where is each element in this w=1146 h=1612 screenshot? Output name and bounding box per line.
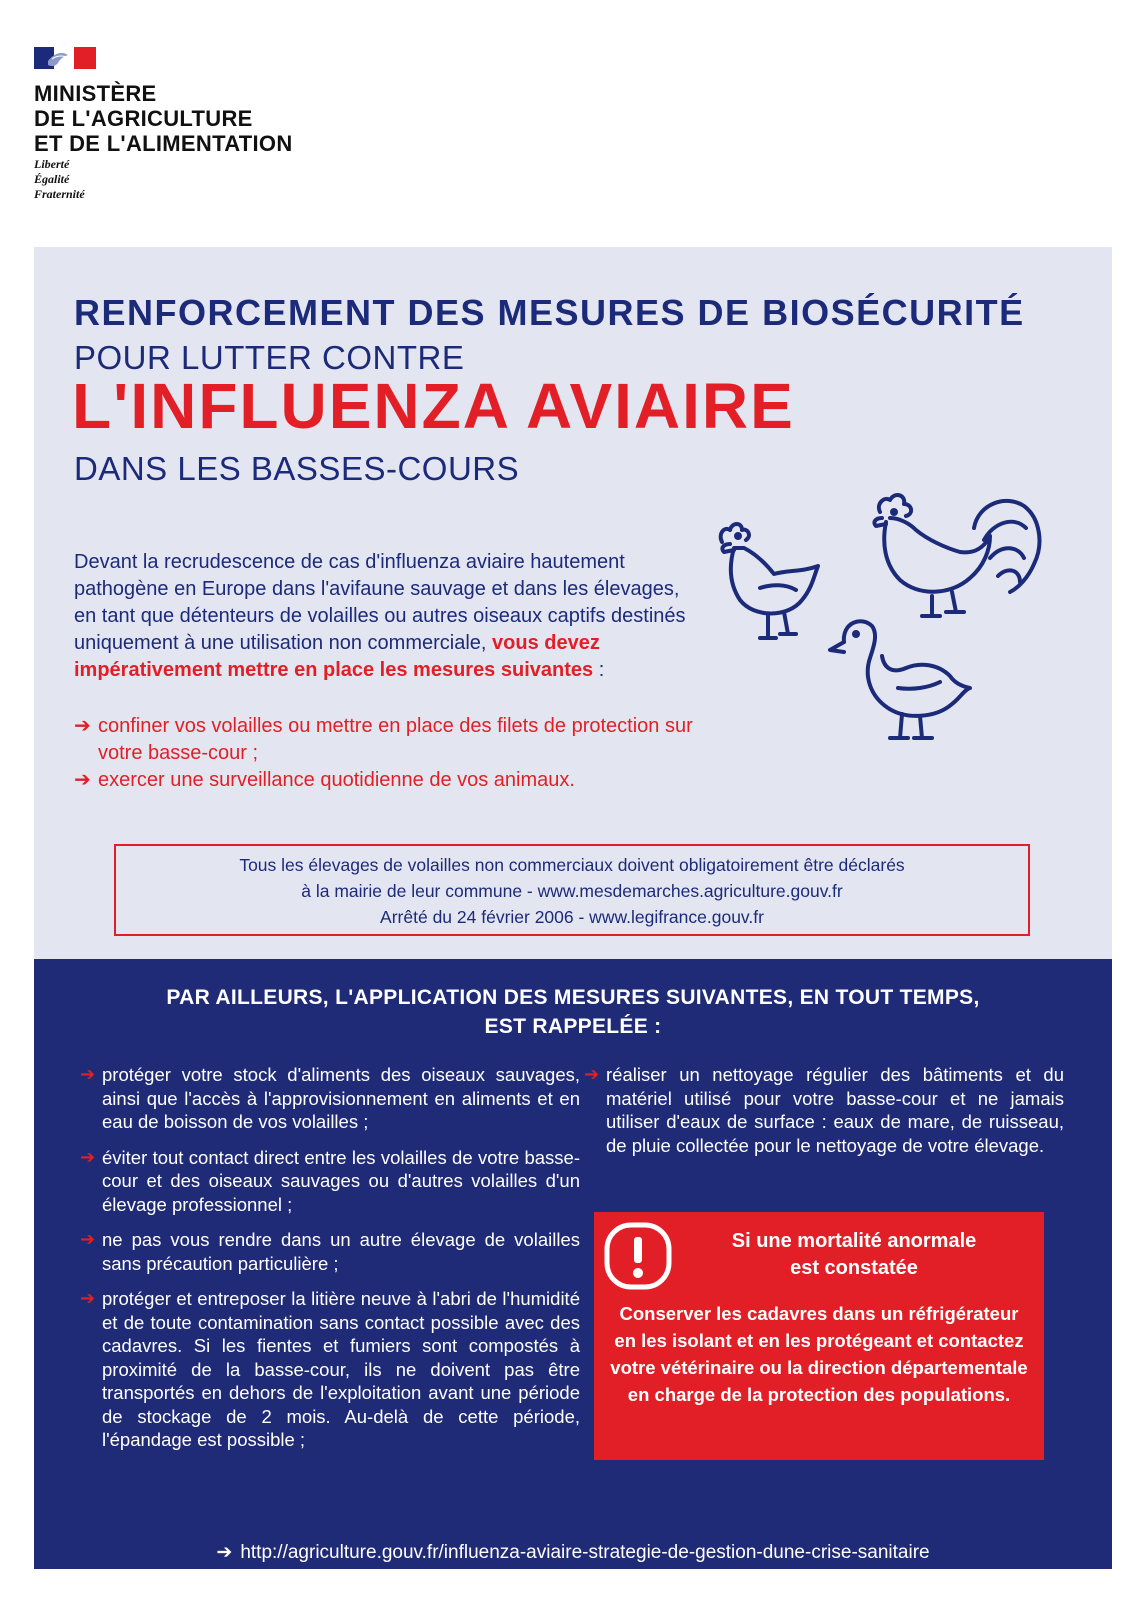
list-item (80, 1146, 580, 1217)
marianne-flag-icon (34, 47, 96, 69)
declaration-line-2: à la mairie de leur commune - www.mesdemarches.agriculture.gouv.fr (301, 881, 843, 901)
intro-emphasis: vous devez impérativement mettre en place les mesures suivantes (74, 632, 600, 681)
arrow-right-icon: ➔ (80, 1146, 96, 1167)
ministry-line-2: DE L'AGRICULTURE (34, 106, 253, 131)
declaration-box (114, 844, 1030, 936)
poultry-illustration (684, 492, 1084, 792)
arrow-right-icon: ➔ (216, 1542, 233, 1563)
bottom-heading-line-1: PAR AILLEURS, L'APPLICATION DES MESURES SUIVANTES, EN TOUT TEMPS, (166, 986, 980, 1009)
declaration-line-1: Tous les élevages de volailles non commerciaux doivent obligatoirement être déclarés (239, 855, 905, 875)
list-item (80, 1228, 580, 1275)
measure-text: confiner vos volailles ou mettre en place des filets de protection sur votre basse-cour ; (98, 715, 693, 764)
item-text: réaliser un nettoyage régulier des bâtiments et du matériel utilisé pour votre basse-cour et ne jamais utiliser d'eaux de surface : eaux de mare, de ruisseau, de pluie collectée pour le nettoyage de votre élevage. (606, 1064, 1064, 1156)
intro-text: Devant la recrudescence de cas d'influenza aviaire hautement pathogène en Europe dans l'avifaune sauvage et dans les élevages, en tant que détenteurs de volailles ou autres oiseaux captifs destinés uniquement à une utilisation non commerciale, (74, 551, 686, 654)
alert-title-line-2: est constatée (790, 1257, 918, 1279)
measures-list (74, 713, 694, 794)
arrow-right-icon: ➔ (80, 1064, 96, 1084)
declaration-line-3: Arrêté du 24 février 2006 - www.legifrance.gouv.fr (380, 907, 764, 927)
ministry-name (34, 81, 293, 156)
title-line-1: RENFORCEMENT DES MESURES DE BIOSÉCURITÉ (74, 292, 1025, 333)
motto (34, 157, 85, 202)
item-text: éviter tout contact direct entre les volailles de votre basse-cour et des oiseaux sauvages ou d'autres volailles d'un élevage professionnel ; (102, 1146, 580, 1215)
measure-text: exercer une surveillance quotidienne de vos animaux. (98, 769, 575, 791)
arrow-right-icon: ➔ (80, 1288, 96, 1308)
motto-line-3: Fraternité (34, 187, 85, 201)
hen-icon (721, 524, 818, 638)
arrow-right-icon: ➔ (80, 1229, 96, 1249)
arrow-right-icon: ➔ (584, 1064, 600, 1084)
list-item (74, 713, 694, 767)
item-text: protéger et entreposer la litière neuve à l'abri de l'humidité et de toute contamination sans contact possible avec des cadavres. Si les fientes et fumiers sont compostés à proximité de la basse-cour, ils ne doivent pas être transportés en dehors de l'exploitation avant une période de stockage de 2 mois. Au-delà de cette période, l'épandage est possible ; (102, 1288, 580, 1450)
list-item (80, 1287, 580, 1452)
alert-title-line-1: Si une mortalité anormale (731, 1230, 977, 1252)
title-main: L'INFLUENZA AVIAIRE (72, 370, 795, 442)
ministry-line-1: MINISTÈRE (34, 81, 157, 106)
alert-body: Conserver les cadavres dans un réfrigérateur en les isolant et en les protégeant et contactez votre vétérinaire ou la direction départementale en charge de la protection des populations. (610, 1303, 1028, 1405)
list-item (584, 1063, 1064, 1157)
list-item (74, 767, 694, 794)
motto-line-1: Liberté (34, 157, 70, 171)
exclamation-icon (604, 1222, 672, 1290)
arrow-right-icon: ➔ (74, 769, 91, 791)
intro-colon: : (593, 659, 605, 681)
ministry-line-3: ET DE L'ALIMENTATION (34, 131, 293, 156)
top-panel (34, 247, 1112, 959)
motto-line-2: Égalité (34, 172, 70, 186)
rooster-icon (874, 495, 1039, 616)
alert-title (664, 1228, 1044, 1282)
list-item (80, 1063, 580, 1134)
goose-icon (830, 621, 970, 738)
intro-paragraph (74, 549, 694, 684)
bottom-panel (34, 959, 1112, 1569)
right-column (584, 1063, 1064, 1169)
info-link[interactable]: http://agriculture.gouv.fr/influenza-aviaire-strategie-de-gestion-dune-crise-sanitaire (240, 1542, 930, 1563)
bottom-heading (34, 983, 1112, 1041)
left-column (80, 1063, 580, 1464)
info-link-row[interactable] (34, 1541, 1112, 1565)
item-text: protéger votre stock d'aliments des oiseaux sauvages, ainsi que l'accès à l'approvisionnement en aliments et en eau de boisson de vos volailles ; (102, 1064, 580, 1132)
mortality-alert-box (594, 1212, 1044, 1460)
item-text: ne pas vous rendre dans un autre élevage de volailles sans précaution particulière ; (102, 1229, 580, 1274)
bottom-heading-line-2: EST RAPPELÉE : (484, 1015, 662, 1038)
title-line-2: POUR LUTTER CONTRE (74, 339, 465, 376)
title-line-4: DANS LES BASSES-COURS (74, 450, 520, 487)
arrow-right-icon: ➔ (74, 715, 91, 737)
